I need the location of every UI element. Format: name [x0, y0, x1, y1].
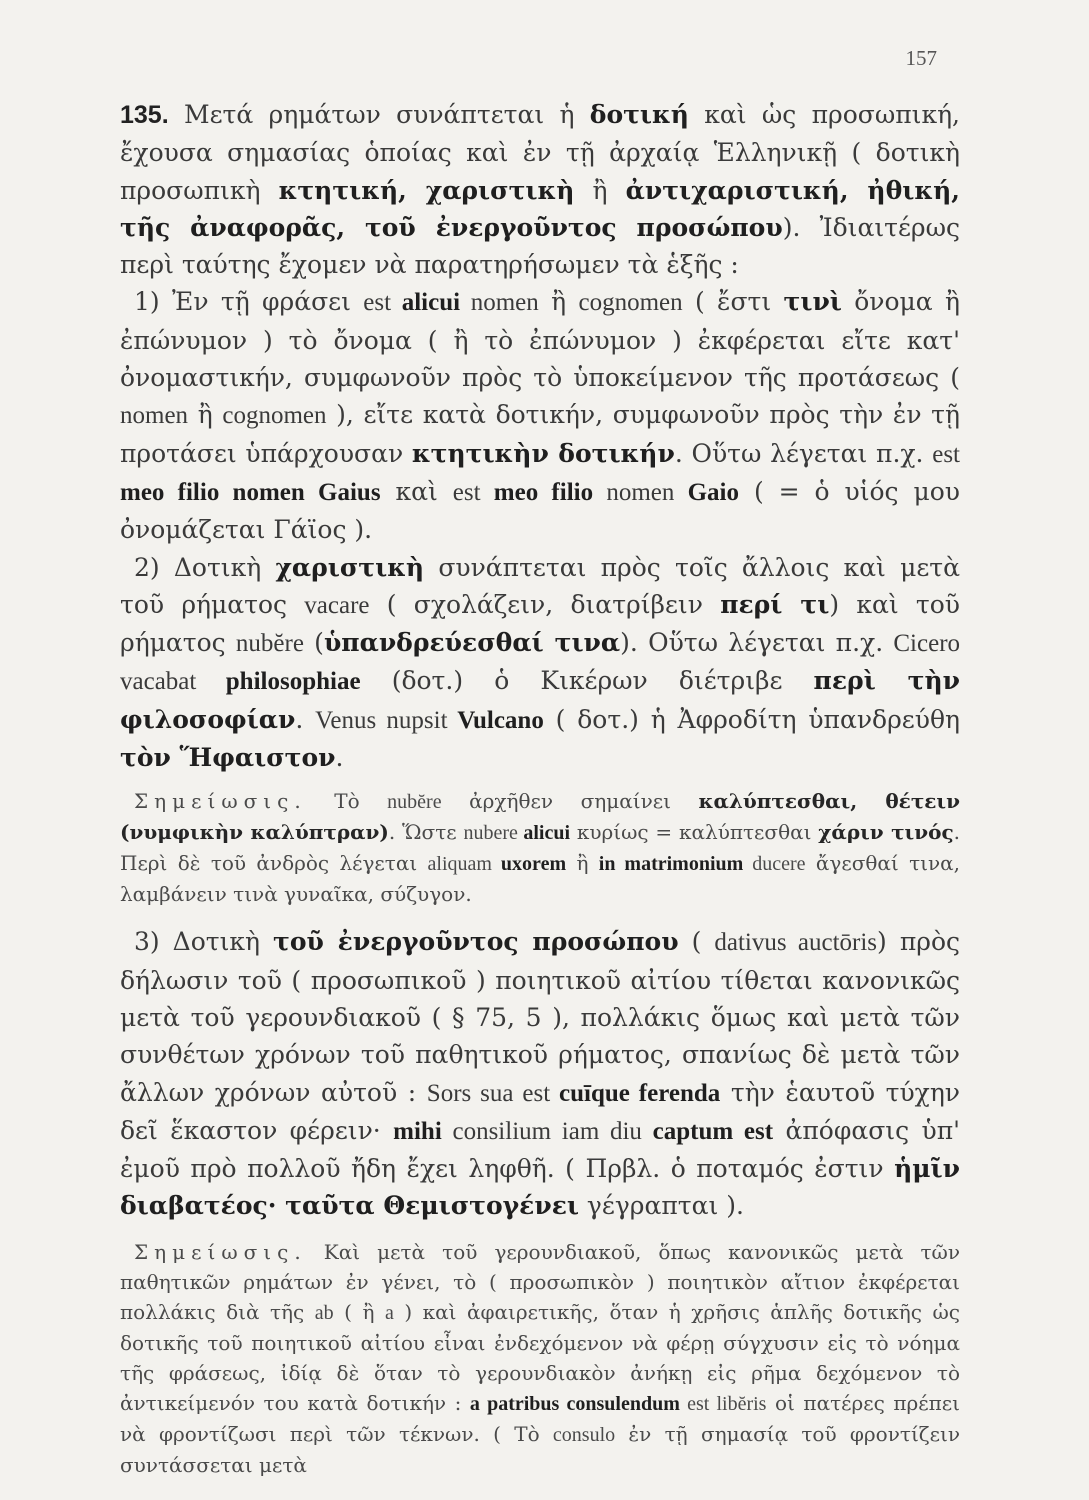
spacer [120, 909, 960, 923]
spacer [120, 1225, 960, 1237]
page-body [120, 96, 960, 1480]
note-label: Σημείωσις. [134, 789, 307, 814]
note-2: Σημείωσις. Καὶ μετὰ τοῦ γερουνδιακοῦ, ὅπως κανονικῶς μετὰ τῶν παθητικῶν ρημάτων ἐν γένει, τὸ ( προσωπικὸν ) ποιητικὸν αἴτιον ἐκφέρεται πολλάκις διὰ τῆς ab ( ἢ a ) καὶ ἀφαιρετικῆς, ὅταν ἡ χρῆσις ἁπλῆς δοτικῆς ὡς δοτικῆς τοῦ ποιητικοῦ αἰτίου εἶναι ἐνδεχόμενον νὰ φέρῃ σύγχυσιν εἰς τὸ νόημα τῆς φράσεως, ἰδίᾳ δὲ ὅταν τὸ γερουνδιακὸν ἀνήκῃ εἰς ρῆμα δεχόμενον τὸ ἀντικείμενόν του κατὰ δοτικήν : a patribus consulendum est libĕris οἱ πατέρες πρέπει νὰ φροντίζωσι περὶ τῶν τέκνων. ( Τὸ consulo ἐν τῇ σημασίᾳ τοῦ φροντίζειν συντάσσεται μετὰ [120, 1239, 960, 1477]
section-number: 135. [120, 101, 169, 129]
note-label: Σημείωσις. [134, 1239, 307, 1264]
item-3: 3) Δοτικὴ τοῦ ἐνεργοῦντος προσώπου ( dativus auctōris) πρὸς δήλωσιν τοῦ ( προσωπικοῦ ) ποιητικοῦ αἰτίου τίθεται κανονικῶς μετὰ τοῦ γερουνδιακοῦ ( § 75, 5 ), πολλάκις ὅμως καὶ μετὰ τῶν συνθέτων χρόνων τοῦ παθητικοῦ ρήματος, σπανίως δὲ μετὰ τῶν ἄλλων χρόνων αὐτοῦ : Sors sua est cuīque ferenda τὴν ἑαυτοῦ τύχην δεῖ ἕκαστον φέρειν· mihi consilium iam diu captum est ἀπόφασις ὑπ' ἐμοῦ πρὸ πολλοῦ ἤδη ἔχει ληφθῆ. ( Πρβλ. ὁ ποταμός ἐστιν ἡμῖν διαβατέος· ταῦτα Θεμιστογένει γέγραπται ). [120, 927, 960, 1221]
page-number: 157 [905, 46, 937, 70]
section-135: 135. Μετά ρημάτων συνάπτεται ἡ δοτική καὶ ὡς προσωπική, ἔχουσα σημασίας ὁποίας καὶ ἐν τῇ ἀρχαίᾳ Ἑλληνικῇ ( δοτικὴ προσωπικὴ κτητική, χαριστικὴ ἢ ἀντιχαριστική, ἠθική, τῆς ἀναφορᾶς, τοῦ ἐνεργοῦντος προσώπου). Ἰδιαιτέρως περὶ ταύτης ἔχομεν νὰ παρατηρήσωμεν τὰ ἑξῆς : [120, 100, 960, 280]
note-1: Σημείωσις. Τὸ nubĕre ἀρχῆθεν σημαίνει καλύπτεσθαι, θέτειν (νυμφικὴν καλύπτραν). Ὥστε nubere alicui κυρίως = καλύπτεσθαι χάριν τινός. Περὶ δὲ τοῦ ἀνδρὸς λέγεται aliquam uxorem ἢ in matrimonium ducere ἄγεσθαί τινα, λαμβάνειν τινὰ γυναῖκα, σύζυγον. [120, 789, 960, 907]
item-1: 1) Ἐν τῇ φράσει est alicui nomen ἢ cognomen ( ἔστι τινὶ ὄνομα ἢ ἐπώνυμον ) τὸ ὄνομα ( ἢ τὸ ἐπώνυμον ) ἐκφέρεται εἴτε κατ' ὀνομαστικήν, συμφωνοῦν πρὸς τὸ ὑποκείμενον τῆς προτάσεως ( nomen ἢ cognomen ), εἴτε κατὰ δοτικήν, συμφωνοῦν πρὸς τὴν ἐν τῇ προτάσει ὑπάρχουσαν κτητικὴν δοτικήν. Οὕτω λέγεται π.χ. est meo filio nomen Gaius καὶ est meo filio nomen Gaio ( = ὁ υἱός μου ὀνομάζεται Γάϊος ). [120, 287, 961, 545]
spacer [120, 776, 960, 786]
item-2: 2) Δοτικὴ χαριστικὴ συνάπτεται πρὸς τοῖς ἄλλοις καὶ μετὰ τοῦ ρήματος vacare ( σχολάζειν, διατρίβειν περί τι) καὶ τοῦ ρήματος nubĕre (ὑπανδρεύεσθαί τινα). Οὕτω λέγεται π.χ. Cicero vacabat philosophiae (δοτ.) ὁ Κικέρων διέτριβε περὶ τὴν φιλοσοφίαν. Venus nupsit Vulcano ( δοτ.) ἡ Ἀφροδίτη ὑπανδρεύθη τὸν Ἥφαιστον. [120, 552, 961, 773]
